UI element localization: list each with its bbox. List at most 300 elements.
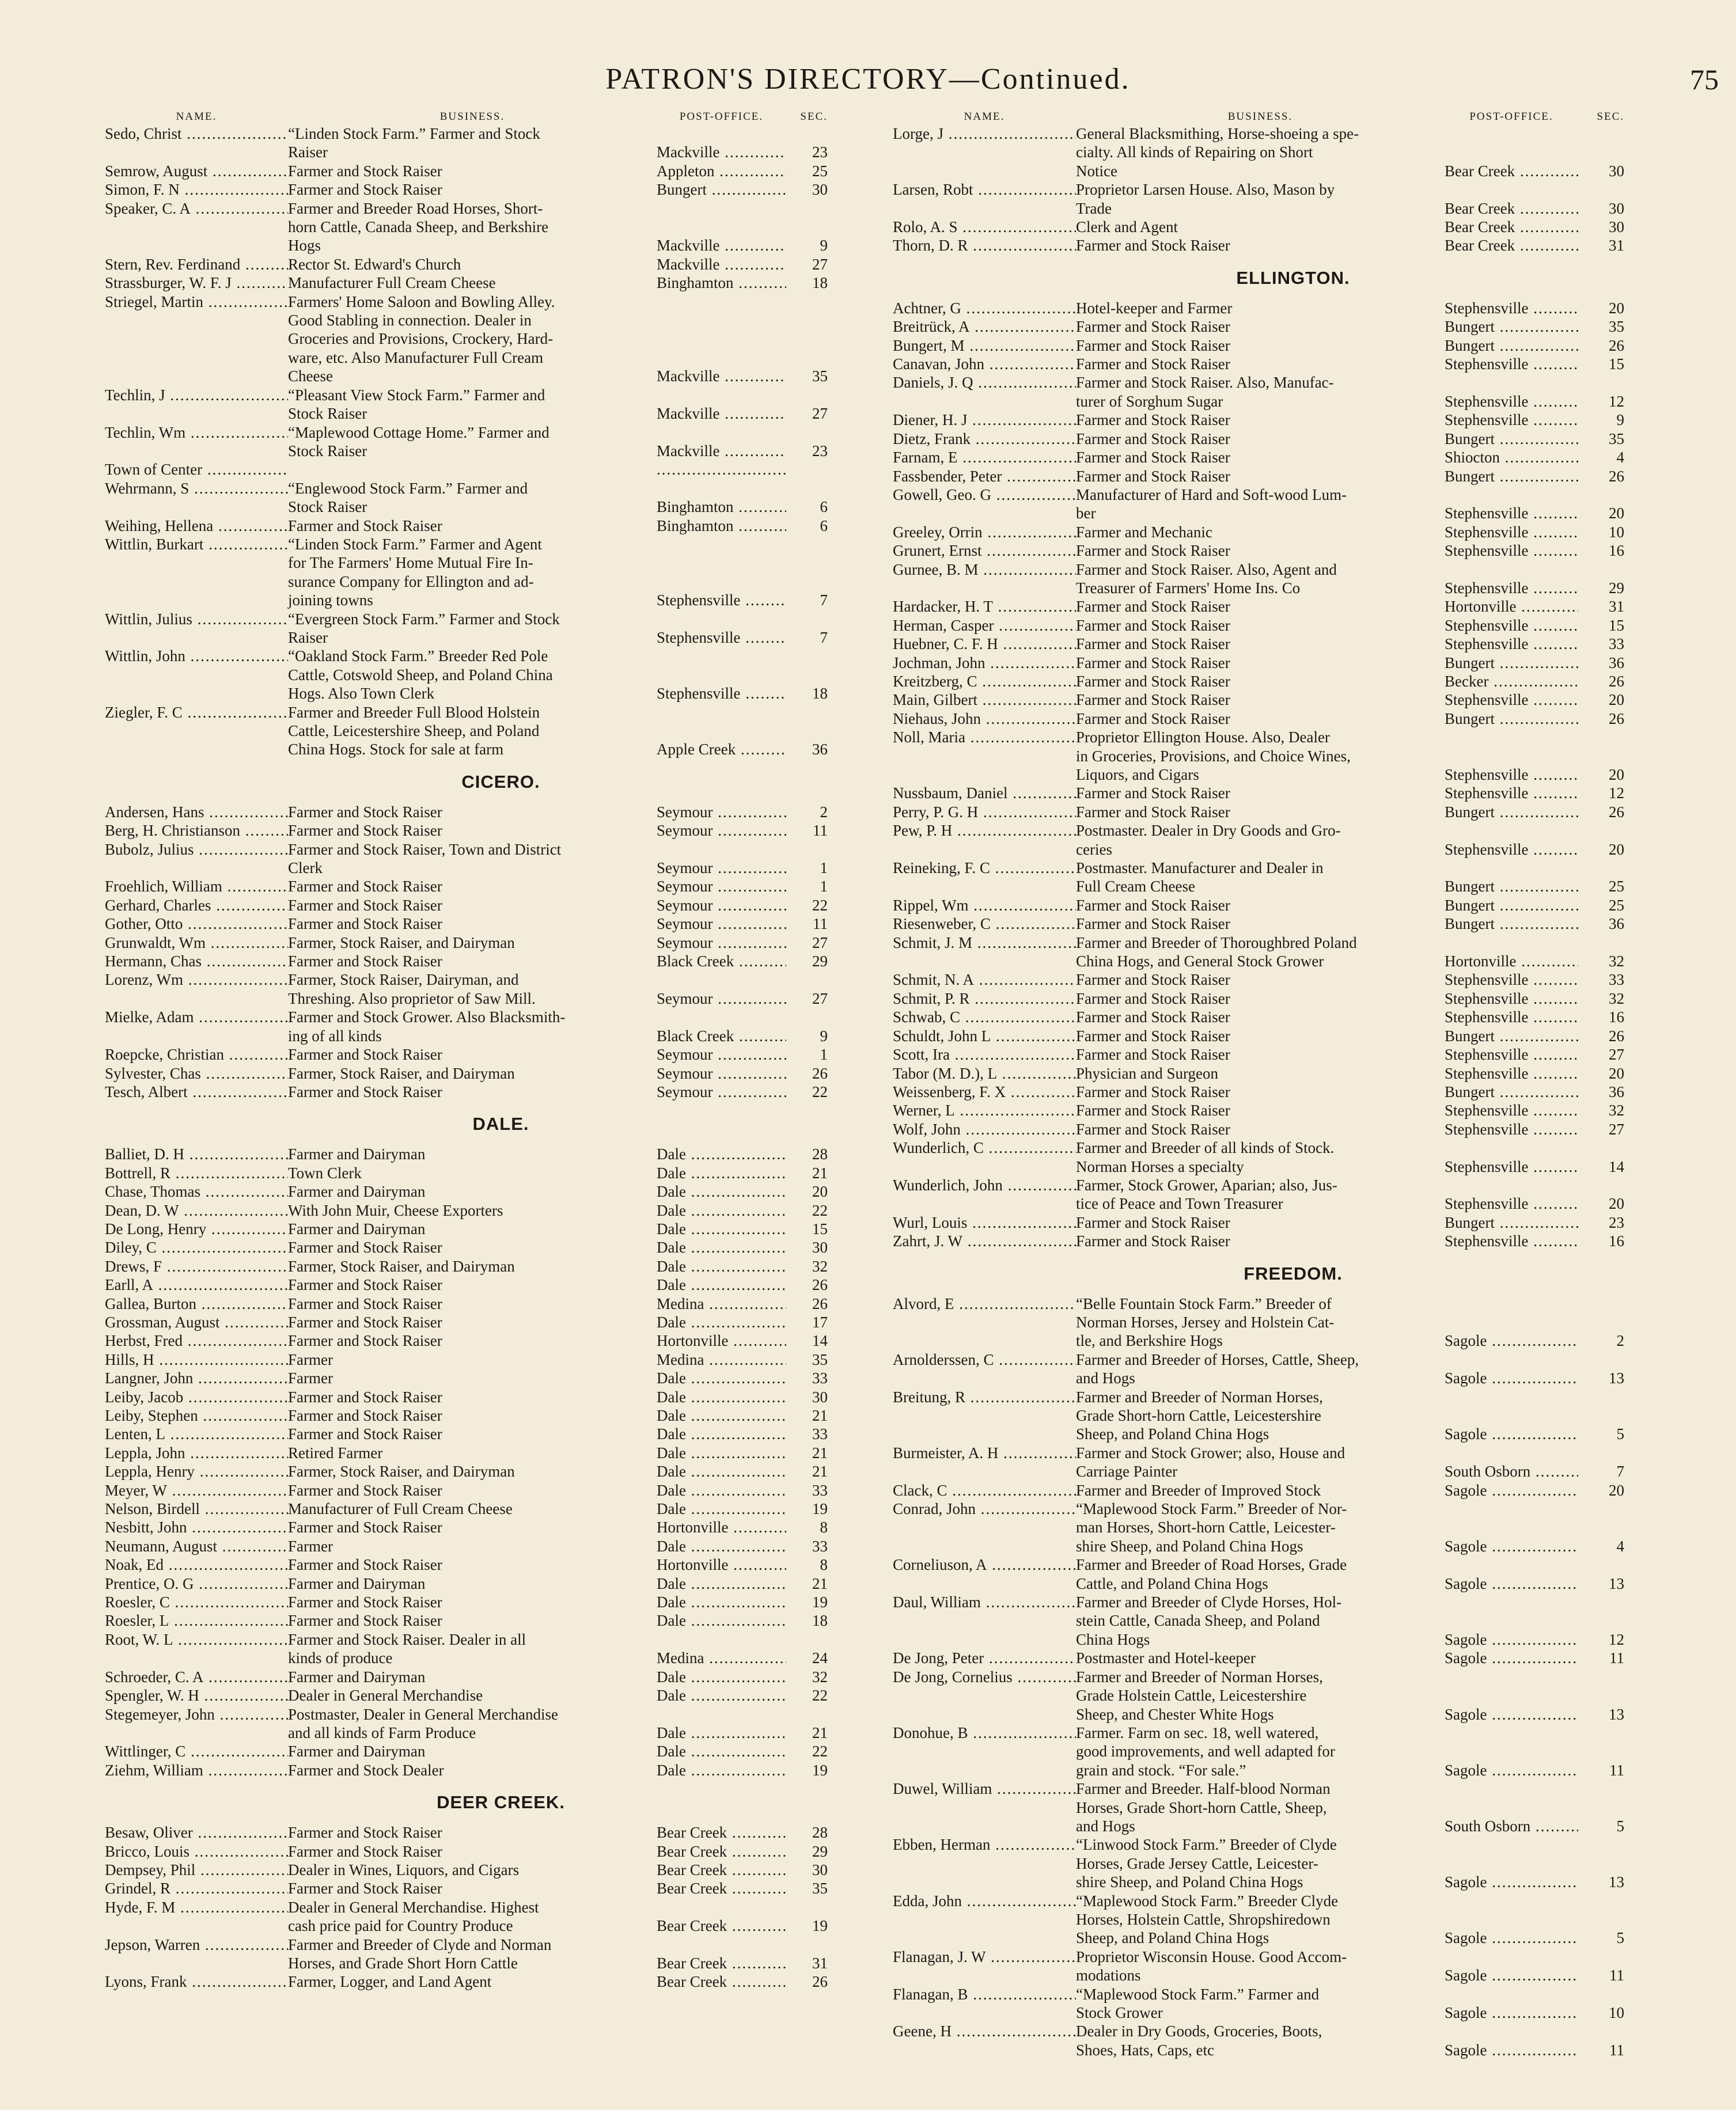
directory-entry <box>893 1948 1624 1985</box>
entry-business: “Pleasant View Stock Farm.” Farmer and Stock Raiser <box>288 386 545 423</box>
entry-name: Lenten, L ..... <box>105 1425 288 1443</box>
entry-section: 19 <box>812 1500 828 1518</box>
entry-name: Farnam, E ..... <box>893 448 1076 466</box>
directory-entry <box>105 1668 828 1686</box>
directory-entry <box>105 1350 828 1369</box>
entry-section: 26 <box>1609 672 1624 690</box>
entry-business: Farmer and Stock Raiser <box>1076 467 1230 485</box>
entry-section: 29 <box>812 952 828 970</box>
entry-name: Neumann, August ..... <box>105 1537 288 1555</box>
directory-entry <box>105 1705 828 1743</box>
column-header-sec: SEC. <box>1597 111 1624 123</box>
directory-entry <box>893 1101 1624 1119</box>
entry-business: Farmer and Stock Raiser <box>288 1824 442 1842</box>
directory-entry <box>105 970 828 1008</box>
entry-post-office: Bear Creek ..... <box>657 1954 786 1972</box>
column-header-post-office: POST-OFFICE. <box>1469 111 1553 123</box>
entry-section: 11 <box>1609 1967 1624 1984</box>
entry-post-office: Becker ..... <box>1445 672 1578 690</box>
entry-post-office: Bungert ..... <box>657 180 786 199</box>
entry-name: Tesch, Albert ..... <box>105 1083 288 1101</box>
entry-business: Farmer and Dairyman <box>288 1220 426 1238</box>
entry-name: Conrad, John ..... <box>893 1500 1076 1555</box>
directory-entry <box>893 1555 1624 1593</box>
entry-post-office: Stephensville ..... <box>1445 690 1578 709</box>
entry-section: 35 <box>1609 430 1624 447</box>
entry-post-office: Bear Creek ..... <box>1445 162 1578 180</box>
entry-section: 5 <box>1616 1929 1624 1947</box>
entry-business: Farmer and Stock Raiser <box>1076 709 1230 727</box>
entry-business: “Oakland Stock Farm.” Breeder Red Pole Cattle, Cotswold Sheep, and Poland China Hogs. Also Town Clerk <box>288 647 553 703</box>
entry-name: Mielke, Adam ..... <box>105 1008 288 1045</box>
entry-business: Farmer and Breeder of all kinds of Stock. Norman Horses a specialty <box>1076 1139 1335 1175</box>
entry-business: Farmer and Stock Raiser <box>288 1295 442 1312</box>
entry-section: 30 <box>1609 162 1624 180</box>
entry-section: 26 <box>812 1973 828 1991</box>
entry-name: Roesler, L ..... <box>105 1611 288 1630</box>
entry-post-office: Binghamton ..... <box>657 498 786 516</box>
directory-entry <box>105 1555 828 1574</box>
directory-entry <box>105 1331 828 1350</box>
entry-section: 30 <box>1609 218 1624 236</box>
entry-name: Roepcke, Christian ..... <box>105 1045 288 1064</box>
entry-section: 4 <box>1616 1537 1624 1555</box>
entry-section: 2 <box>820 803 828 821</box>
entry-post-office: Sagole ..... <box>1445 1331 1578 1350</box>
entry-business: Farmer and Stock Raiser <box>1076 336 1230 354</box>
entry-name: Burmeister, A. H ..... <box>893 1444 1076 1481</box>
entry-name: Froehlich, William ..... <box>105 877 288 895</box>
directory-entry <box>893 1724 1624 1779</box>
entry-business: Farmer and Stock Raiser <box>288 1481 442 1499</box>
entry-business: Farmer and Stock Raiser <box>288 181 442 199</box>
entry-name: Dempsey, Phil ..... <box>105 1861 288 1879</box>
directory-entry <box>893 336 1624 355</box>
directory-entry <box>893 373 1624 411</box>
entry-name: Langner, John ..... <box>105 1369 288 1387</box>
entry-name: Jepson, Warren ..... <box>105 1936 288 1973</box>
entry-name: Nussbaum, Daniel ..... <box>893 784 1076 802</box>
directory-entry <box>893 616 1624 635</box>
entry-section: 5 <box>1616 1817 1624 1835</box>
entry-business: Farmer and Breeder of Clyde Horses, Hol- stein Cattle, Canada Sheep, and Poland China Hogs <box>1076 1593 1342 1648</box>
directory-entry <box>105 1462 828 1481</box>
entry-name: Root, W. L ..... <box>105 1630 288 1668</box>
entry-business: Farmer, Stock Raiser, and Dairyman <box>288 1257 515 1275</box>
directory-entry <box>893 709 1624 728</box>
directory-entry <box>105 1238 828 1257</box>
entry-section: 13 <box>1609 1705 1624 1723</box>
entry-post-office: Dale ..... <box>657 1201 786 1220</box>
directory-entry <box>893 970 1624 989</box>
entry-post-office: Sagole ..... <box>1445 1966 1578 1984</box>
entry-business: Farmers' Home Saloon and Bowling Alley. Good Stabling in connection. Dealer in Groceries and Provisions, Crockery, Hard- ware, etc. Also Manufacturer Full Cream Cheese <box>288 293 555 385</box>
entry-section: 19 <box>812 1917 828 1935</box>
directory-entry <box>105 1761 828 1779</box>
entry-name: Roesler, C ..... <box>105 1593 288 1611</box>
entry-post-office: Stephensville ..... <box>1445 989 1578 1008</box>
entry-name: Gurnee, B. M ..... <box>893 560 1076 598</box>
entry-name: Techlin, Wm ..... <box>105 423 288 461</box>
directory-entry <box>105 517 828 535</box>
entry-name: Leppla, John ..... <box>105 1444 288 1462</box>
entry-section: 27 <box>812 933 828 951</box>
entry-name: Tabor (M. D.), L ..... <box>893 1064 1076 1083</box>
section-title: CICERO. <box>461 771 540 792</box>
entry-business: Farmer and Breeder Full Blood Holstein Cattle, Leicestershire Sheep, and Poland China Hogs. Stock for sale at farm <box>288 703 540 758</box>
entry-business: Farmer and Breeder of Norman Horses, Grade Short-horn Cattle, Leicestershire Sheep, and Poland China Hogs <box>1076 1388 1323 1443</box>
entry-section: 26 <box>1609 709 1624 727</box>
entry-section: 27 <box>812 255 828 273</box>
entry-section: 20 <box>1609 766 1624 783</box>
entry-section: 36 <box>1609 915 1624 933</box>
entry-post-office: Bungert ..... <box>1445 1083 1578 1101</box>
entry-name: Larsen, Robt ..... <box>893 180 1076 218</box>
entry-name: Nesbitt, John ..... <box>105 1518 288 1536</box>
entry-name: Nelson, Birdell ..... <box>105 1500 288 1518</box>
entry-section: 19 <box>812 1761 828 1779</box>
entry-post-office: Dale ..... <box>657 1388 786 1406</box>
entry-business: Hotel-keeper and Farmer <box>1076 299 1233 317</box>
entry-name: Hills, H ..... <box>105 1350 288 1369</box>
directory-entry <box>105 803 828 821</box>
directory-entry <box>105 1369 828 1387</box>
directory-entry <box>893 430 1624 448</box>
entry-name: Herman, Casper ..... <box>893 616 1076 635</box>
entry-post-office: Binghamton ..... <box>657 274 786 292</box>
entry-post-office: Mackville ..... <box>657 255 786 274</box>
entry-section: 20 <box>1609 504 1624 522</box>
entry-post-office: Dale ..... <box>657 1164 786 1182</box>
entry-name: Noak, Ed ..... <box>105 1555 288 1574</box>
entry-post-office: Stephensville ..... <box>1445 411 1578 429</box>
entry-business: “Belle Fountain Stock Farm.” Breeder of Norman Horses, Jersey and Holstein Cat- tle, and Berkshire Hogs <box>1076 1295 1335 1350</box>
entry-section: 33 <box>812 1537 828 1555</box>
entry-business: Farmer and Breeder. Half-blood Norman Horses, Grade Short-horn Cattle, Sheep, and Hogs <box>1076 1780 1331 1835</box>
entry-section: 1 <box>820 859 828 877</box>
entry-section: 33 <box>1609 971 1624 989</box>
entry-section: 29 <box>812 1842 828 1860</box>
entry-business: Farmer and Stock Raiser <box>288 803 442 821</box>
entry-post-office: Sagole ..... <box>1445 1873 1578 1891</box>
entry-business: Farmer and Stock Raiser <box>288 878 442 895</box>
entry-section: 26 <box>1609 336 1624 354</box>
entry-section: 25 <box>1609 896 1624 914</box>
entry-section: 22 <box>812 1743 828 1760</box>
entry-section: 25 <box>1609 878 1624 895</box>
directory-entry <box>105 1313 828 1331</box>
entry-business: Dealer in General Merchandise <box>288 1687 483 1705</box>
entry-business: Dealer in Wines, Liquors, and Cigars <box>288 1861 520 1878</box>
entry-section: 11 <box>1609 1761 1624 1779</box>
entry-name: Hardacker, H. T ..... <box>893 597 1076 616</box>
entry-section: 21 <box>812 1407 828 1424</box>
entry-name: Leiby, Stephen ..... <box>105 1406 288 1425</box>
entry-name: Bottrell, R ..... <box>105 1164 288 1182</box>
section-title: DEER CREEK. <box>437 1792 565 1813</box>
directory-entry <box>105 1201 828 1220</box>
entry-post-office: Seymour ..... <box>657 989 786 1008</box>
entry-section: 20 <box>1609 1064 1624 1082</box>
directory-entry <box>893 803 1624 821</box>
entry-post-office: Bungert ..... <box>1445 1213 1578 1232</box>
entry-name: Semrow, August ..... <box>105 162 288 180</box>
entry-section: 14 <box>1609 1158 1624 1175</box>
directory-entry <box>105 1164 828 1182</box>
entry-name: Schroeder, C. A ..... <box>105 1668 288 1686</box>
entry-post-office: Bungert ..... <box>1445 709 1578 728</box>
directory-entry <box>105 1842 828 1861</box>
entry-business: Farmer and Stock Raiser. Also, Agent and Treasurer of Farmers' Home Ins. Co <box>1076 560 1337 597</box>
entry-section: 23 <box>812 143 828 161</box>
entry-post-office: Stephensville ..... <box>1445 840 1578 859</box>
entry-post-office: Bear Creek ..... <box>1445 218 1578 236</box>
section-title: DALE. <box>472 1114 529 1134</box>
entry-post-office: Stephensville ..... <box>1445 1008 1578 1026</box>
entry-post-office: Sagole ..... <box>1445 1929 1578 1947</box>
entry-name: Bubolz, Julius ..... <box>105 840 288 878</box>
directory-entry <box>105 1083 828 1101</box>
entry-section: 18 <box>812 1612 828 1630</box>
entry-name: Schwab, C ..... <box>893 1008 1076 1026</box>
entry-post-office: Bungert ..... <box>1445 467 1578 485</box>
directory-entry <box>105 255 828 274</box>
entry-business: Farmer and Stock Raiser <box>1076 430 1230 447</box>
entry-name: De Long, Henry ..... <box>105 1220 288 1238</box>
entry-post-office: Dale ..... <box>657 1593 786 1611</box>
entry-name: Leiby, Jacob ..... <box>105 1388 288 1406</box>
directory-entry <box>893 1593 1624 1649</box>
entry-name: Bungert, M ..... <box>893 336 1076 355</box>
entry-post-office: Stephensville ..... <box>1445 1120 1578 1139</box>
directory-entry <box>105 610 828 647</box>
entry-section: 2 <box>1616 1332 1624 1350</box>
entry-business: Farmer and Stock Raiser <box>1076 654 1230 671</box>
entry-business: Farmer and Stock Raiser <box>288 1519 442 1536</box>
entry-business: Farmer and Stock Raiser <box>1076 1083 1230 1100</box>
entry-name: Speaker, C. A ..... <box>105 199 288 255</box>
directory-entry <box>105 1481 828 1500</box>
entry-section: 33 <box>1609 635 1624 653</box>
entry-name: Ebben, Herman ..... <box>893 1835 1076 1891</box>
entry-business: Farmer and Stock Raiser <box>1076 691 1230 709</box>
entry-name: Diley, C ..... <box>105 1238 288 1257</box>
entry-post-office: Stephensville ..... <box>1445 765 1578 784</box>
directory-entry <box>893 933 1624 971</box>
directory-entry <box>893 859 1624 896</box>
directory-entry <box>893 485 1624 523</box>
entry-section: 27 <box>1609 1120 1624 1138</box>
entry-post-office: Dale ..... <box>657 1145 786 1163</box>
entry-business: Farmer and Stock Raiser <box>1076 1027 1230 1045</box>
entry-business: “Maplewood Stock Farm.” Farmer and Stock Grower <box>1076 1985 1320 2021</box>
entry-post-office: Medina ..... <box>657 1350 786 1369</box>
entry-business: Retired Farmer <box>288 1444 383 1462</box>
entry-post-office: Sagole ..... <box>1445 1649 1578 1667</box>
entry-section: 32 <box>1609 1102 1624 1119</box>
entry-post-office: Apple Creek ..... <box>657 740 786 758</box>
directory-entry <box>893 541 1624 560</box>
directory-entry <box>105 124 828 162</box>
entry-post-office: Bear Creek ..... <box>657 1972 786 1991</box>
entry-business: Proprietor Wisconsin House. Good Accom- modations <box>1076 1948 1347 1984</box>
entry-post-office: Binghamton ..... <box>657 517 786 535</box>
entry-section: 24 <box>812 1649 828 1667</box>
entry-business: Farmer and Dairyman <box>288 1668 426 1686</box>
entry-business: Farmer and Stock Raiser <box>1076 672 1230 690</box>
directory-entry <box>893 597 1624 616</box>
directory-entry <box>893 180 1624 218</box>
entry-post-office: Dale ..... <box>657 1537 786 1555</box>
entry-business: Farmer and Stock Raiser <box>1076 1046 1230 1064</box>
entry-post-office: Sagole ..... <box>1445 1761 1578 1779</box>
entry-business: Farmer and Stock Raiser <box>288 822 442 840</box>
entry-business: “Maplewood Stock Farm.” Breeder Clyde Horses, Holstein Cattle, Shropshiredown Sheep, and Poland China Hogs <box>1076 1892 1339 1947</box>
entry-business: Physician and Surgeon <box>1076 1064 1218 1082</box>
section-title: FREEDOM. <box>1244 1263 1343 1284</box>
column-headers <box>105 111 828 123</box>
directory-entry <box>893 299 1624 317</box>
entry-post-office: Sagole ..... <box>1445 1425 1578 1443</box>
page-title: PATRON'S DIRECTORY—Continued. <box>605 63 1131 96</box>
entry-name: Lorenz, Wm ..... <box>105 970 288 1008</box>
directory-entry <box>105 1972 828 1991</box>
directory-entry <box>105 1295 828 1313</box>
entry-business: Farmer <box>288 1369 333 1387</box>
entry-post-office: Dale ..... <box>657 1276 786 1294</box>
entry-name: Strassburger, W. F. J ..... <box>105 274 288 292</box>
entry-business: Farmer and Stock Raiser <box>1076 616 1230 634</box>
entry-post-office: Bear Creek ..... <box>657 1842 786 1861</box>
entry-post-office: Dale ..... <box>657 1724 786 1742</box>
entry-business: Proprietor Larsen House. Also, Mason by Trade <box>1076 181 1335 217</box>
entry-post-office: Mackville ..... <box>657 143 786 161</box>
entry-name: Ziegler, F. C ..... <box>105 703 288 759</box>
directory-entry <box>105 1861 828 1879</box>
entry-post-office: Hortonville ..... <box>657 1518 786 1536</box>
entry-section: 4 <box>1616 449 1624 466</box>
entry-business: Farmer and Breeder of Improved Stock <box>1076 1481 1321 1499</box>
entry-business: Farmer <box>288 1537 333 1555</box>
entry-post-office: Sagole ..... <box>1445 1481 1578 1500</box>
directory-entry <box>105 1593 828 1611</box>
entry-post-office: Stephensville ..... <box>1445 1101 1578 1119</box>
entry-section: 22 <box>812 896 828 914</box>
entry-section: 31 <box>1609 237 1624 255</box>
entry-business: Farmer and Stock Raiser <box>288 1593 442 1611</box>
directory-entry <box>893 1045 1624 1064</box>
entry-name: Fassbender, Peter ..... <box>893 467 1076 485</box>
entry-name: Balliet, D. H ..... <box>105 1145 288 1163</box>
directory-entry <box>105 1045 828 1064</box>
directory-entry <box>105 933 828 952</box>
entry-post-office: Stephensville ..... <box>1445 1045 1578 1064</box>
section-title: ELLINGTON. <box>1236 267 1350 288</box>
entry-business <box>288 460 657 479</box>
entry-section: 14 <box>812 1332 828 1350</box>
entry-name: Simon, F. N ..... <box>105 180 288 199</box>
entry-post-office: Stephensville ..... <box>657 684 786 703</box>
directory-entry <box>893 1779 1624 1835</box>
entry-business: Farmer and Stock Raiser <box>1076 411 1230 429</box>
entry-business: Farmer and Stock Raiser <box>288 1842 442 1860</box>
entry-section: 12 <box>1609 392 1624 410</box>
entry-section: 28 <box>812 1824 828 1842</box>
entry-section: 22 <box>812 1083 828 1100</box>
entry-post-office: Dale ..... <box>657 1611 786 1630</box>
entry-name: De Jong, Cornelius ..... <box>893 1668 1076 1724</box>
entry-section: 31 <box>1609 598 1624 616</box>
page-header <box>0 62 1736 97</box>
entry-post-office: Dale ..... <box>657 1313 786 1331</box>
entry-name: Riesenweber, C ..... <box>893 914 1076 933</box>
directory-entry <box>105 1388 828 1406</box>
entry-post-office: Stephensville ..... <box>1445 1194 1578 1213</box>
entry-post-office: Stephensville ..... <box>1445 579 1578 597</box>
entry-post-office: Stephensville ..... <box>657 628 786 647</box>
entry-name: Hyde, F. M ..... <box>105 1898 288 1936</box>
entry-section: 1 <box>820 878 828 895</box>
entry-section: 12 <box>1609 784 1624 802</box>
entry-name: Herbst, Fred ..... <box>105 1331 288 1350</box>
entry-post-office: Mackville ..... <box>657 442 786 460</box>
entry-section: 23 <box>1609 1213 1624 1231</box>
entry-business: “Maplewood Cottage Home.” Farmer and Stock Raiser <box>288 423 549 460</box>
entry-name: Dean, D. W ..... <box>105 1201 288 1220</box>
entry-section: 26 <box>1609 467 1624 485</box>
entry-name: Werner, L ..... <box>893 1101 1076 1119</box>
entry-business: Farmer and Stock Raiser <box>1076 1213 1230 1231</box>
entry-business: Farmer and Stock Grower. Also Blacksmith- ing of all kinds <box>288 1008 566 1045</box>
entry-business: Farmer and Breeder of Horses, Cattle, Sheep, and Hogs <box>1076 1350 1359 1387</box>
entry-name: Meyer, W ..... <box>105 1481 288 1500</box>
entry-post-office: Bear Creek ..... <box>657 1861 786 1879</box>
entry-post-office: Bear Creek ..... <box>657 1823 786 1842</box>
entry-post-office: Stephensville ..... <box>1445 523 1578 541</box>
entry-name: Andersen, Hans ..... <box>105 803 288 821</box>
entry-section: 27 <box>1609 1046 1624 1064</box>
entry-section: 20 <box>1609 299 1624 317</box>
entry-section: 28 <box>812 1145 828 1163</box>
directory-entry <box>893 1350 1624 1388</box>
entry-section: 21 <box>812 1574 828 1592</box>
directory-entry <box>105 896 828 914</box>
directory-entry <box>893 1120 1624 1139</box>
entry-section: 20 <box>1609 691 1624 709</box>
entry-section: 23 <box>812 442 828 460</box>
entry-business: Farmer and Stock Raiser <box>288 1880 442 1898</box>
entry-business: Farmer and Stock Raiser <box>1076 971 1230 989</box>
directory-entry <box>893 1481 1624 1500</box>
entry-name: Wurl, Louis ..... <box>893 1213 1076 1232</box>
entry-business: Farmer and Stock Raiser <box>1076 598 1230 616</box>
page-number: 75 <box>1690 63 1719 96</box>
entry-post-office <box>657 460 786 479</box>
entry-name: Techlin, J ..... <box>105 386 288 423</box>
entry-name: Wittlin, Julius ..... <box>105 610 288 647</box>
entry-business: Farmer and Stock Raiser <box>1076 784 1230 802</box>
directory-entry <box>105 1220 828 1238</box>
entry-section: 30 <box>812 181 828 199</box>
entry-name: Rolo, A. S ..... <box>893 218 1076 236</box>
entry-post-office: Bungert ..... <box>1445 914 1578 933</box>
entry-post-office: Sagole ..... <box>1445 2041 1578 2059</box>
entry-section: 27 <box>812 405 828 423</box>
entry-section: 20 <box>1609 1481 1624 1499</box>
directory-entry <box>105 1064 828 1083</box>
entry-post-office: Bungert ..... <box>1445 336 1578 355</box>
directory-entry <box>105 1425 828 1443</box>
